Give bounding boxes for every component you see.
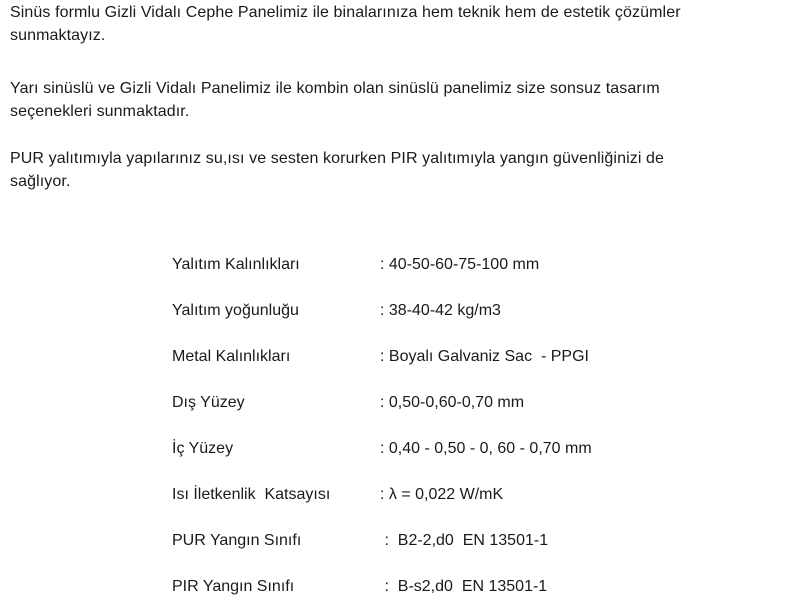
spec-value: : 38-40-42 kg/m3 (380, 302, 501, 319)
spec-label: Metal Kalınlıkları (172, 348, 291, 365)
insulation-paragraph: PUR yalıtımıyla yapılarınız su,ısı ve sesten korurken PIR yalıtımıyla yangın güvenliğinizi de sağlıyor. (10, 150, 665, 190)
spec-value: : λ = 0,022 W/mK (380, 486, 504, 503)
spec-row-insulation-density (172, 288, 592, 334)
spec-table (172, 242, 592, 610)
spec-value: : B-s2,d0 EN 13501-1 (380, 578, 548, 595)
spec-value: : B2-2,d0 EN 13501-1 (380, 532, 549, 549)
spec-row-metal-thickness (172, 334, 592, 380)
spec-label: PIR Yangın Sınıfı (172, 578, 295, 595)
spec-row-thermal-conductivity (172, 472, 592, 518)
spec-label: Isı İletkenlik Katsayısı (172, 486, 331, 503)
spec-label: Dış Yüzey (172, 394, 245, 411)
spec-label: Yalıtım Kalınlıkları (172, 256, 300, 273)
spec-label: İç Yüzey (172, 440, 234, 457)
spec-label: Yalıtım yoğunluğu (172, 302, 299, 319)
spec-value: : 40-50-60-75-100 mm (380, 256, 540, 273)
spec-value: : 0,40 - 0,50 - 0, 60 - 0,70 mm (380, 440, 592, 457)
design-paragraph: Yarı sinüslü ve Gizli Vidalı Panelimiz ile kombin olan sinüslü panelimiz size sonsuz tasarım seçenekleri sunmaktadır. (10, 80, 660, 120)
spec-row-insulation-thickness (172, 242, 592, 288)
intro-paragraph: Sinüs formlu Gizli Vidalı Cephe Panelimiz ile binalarınıza hem teknik hem de estetik çözümler sunmaktayız. (10, 4, 681, 44)
spec-label: PUR Yangın Sınıfı (172, 532, 302, 549)
spec-row-outer-surface (172, 380, 592, 426)
spec-value: : Boyalı Galvaniz Sac - PPGI (380, 348, 589, 365)
spec-value: : 0,50-0,60-0,70 mm (380, 394, 525, 411)
spec-row-inner-surface (172, 426, 592, 472)
spec-row-pir-fire-class (172, 564, 592, 610)
spec-row-pur-fire-class (172, 518, 592, 564)
